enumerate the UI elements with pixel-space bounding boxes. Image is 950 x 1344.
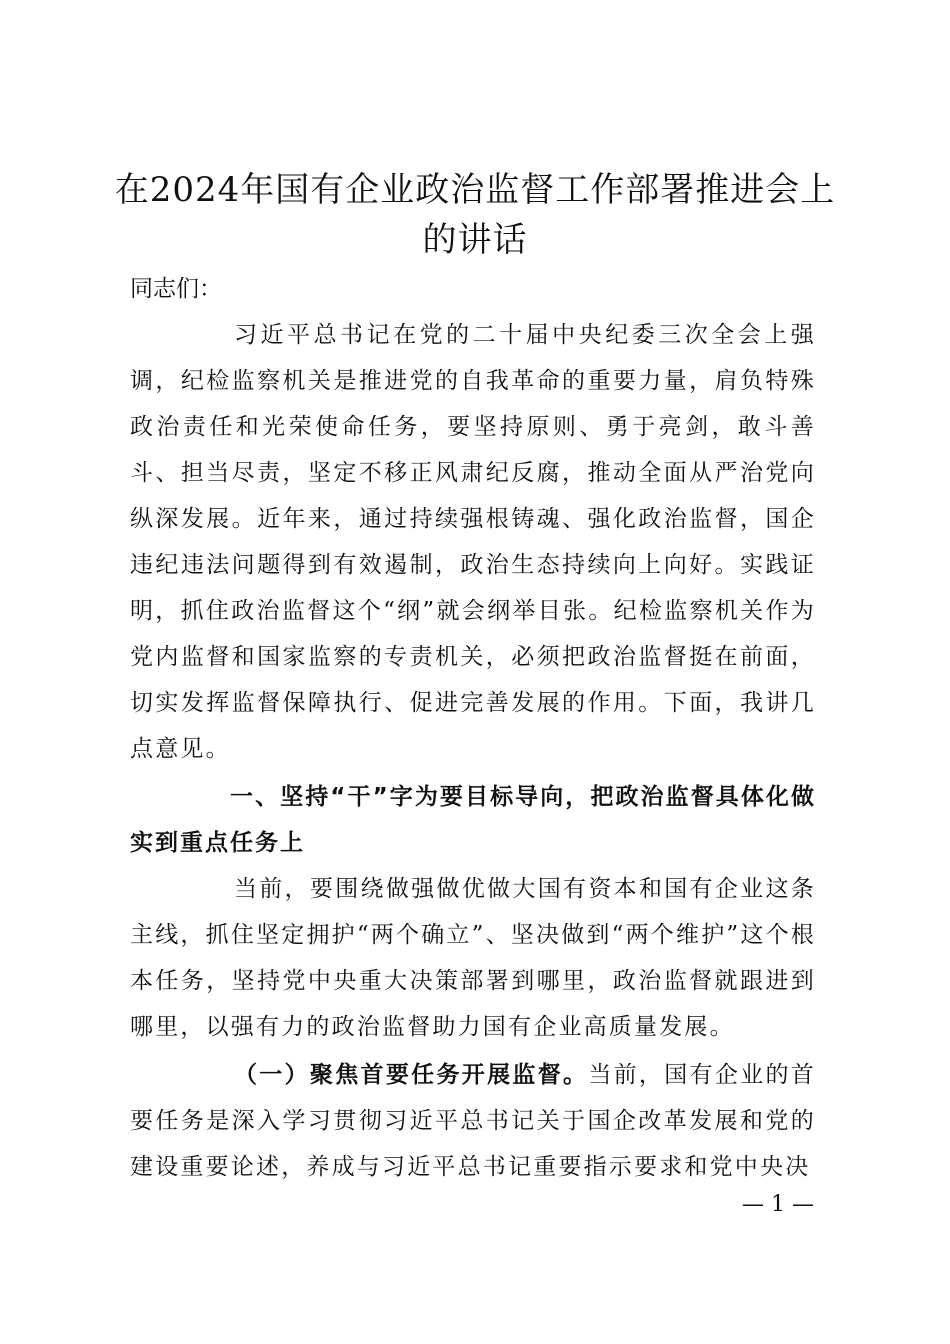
page-number: — 1 —: [742, 1192, 814, 1217]
section-1-paragraph: 当前，要围绕做强做优做大国有资本和国有企业这条主线，抓住坚定拥护“两个确立”、坚决做到“两个维护”这个根本任务，坚持党中央重大决策部署到哪里，政治监督就跟进到哪里，以强有力的政治监督助力国有企业高质量发展。: [130, 876, 816, 1040]
intro-paragraph: 习近平总书记在党的二十届中央纪委三次全会上强调，纪检监察机关是推进党的自我革命的重要力量，肩负特殊政治责任和光荣使命任务，要坚持原则、勇于亮剑，敢斗善斗、担当尽责，坚定不移正风肃纪反腐，推动全面从严治党向纵深发展。近年来，通过持续强根铸魂、强化政治监督，国企违纪违法问题得到有效遏制，政治生态持续向上向好。实践证明，抓住政治监督这个“纲”就会纲举目张。纪检监察机关作为党内监督和国家监察的专责机关，必须把政治监督挺在前面，切实发挥监督保障执行、促进完善发展的作用。下面，我讲几点意见。: [130, 322, 816, 762]
subsection-1-paragraph: [130, 1052, 816, 1190]
document-title: 在2024年国有企业政治监督工作部署推进会上的讲话: [114, 170, 836, 260]
section-heading-1: 一、坚持“干”字为要目标导向，把政治监督具体化做实到重点任务上: [130, 784, 816, 856]
subsection-1-body: 当前，国有企业的首要任务是深入学习贯彻习近平总书记关于国企改革发展和党的建设重要论述，养成与习近平总书记重要指示要求和党中央决: [130, 1062, 816, 1180]
salutation: 同志们：: [130, 276, 222, 302]
subsection-1-title: （一）聚焦首要任务开展监督。: [234, 1062, 589, 1088]
